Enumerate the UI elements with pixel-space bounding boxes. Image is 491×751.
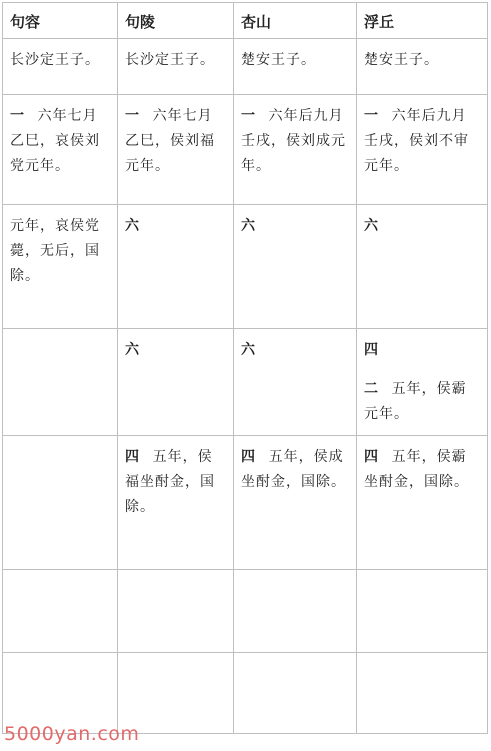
cell-entry [364, 214, 481, 239]
table-row [3, 205, 488, 329]
cell-fuqiu [357, 570, 488, 653]
entry-text: 五年，侯成坐酎金，国除。 [241, 449, 346, 490]
year-count: 六 [241, 218, 256, 234]
cell-xingshan [234, 329, 357, 436]
table-row [3, 570, 488, 653]
year-count: 六 [125, 342, 140, 358]
entry-text: 五年，侯福坐酎金，国除。 [125, 449, 215, 515]
cell-fuqiu [357, 39, 488, 95]
header-fuqiu: 浮丘 [357, 3, 488, 39]
cell-juling [118, 436, 234, 570]
cell-juling [118, 570, 234, 653]
cell-entry [364, 445, 481, 495]
cell-entry [364, 104, 481, 179]
cell-juxing [3, 39, 118, 95]
cell-fuqiu [357, 329, 488, 436]
cell-juling [118, 95, 234, 205]
year-count: 四 [125, 449, 140, 465]
cell-xingshan [234, 436, 357, 570]
year-count: 二 [364, 381, 379, 397]
table-row [3, 653, 488, 734]
cell-entry [364, 338, 481, 363]
year-count: 四 [364, 449, 379, 465]
year-count: 一 [241, 108, 256, 124]
cell-fuqiu [357, 436, 488, 570]
cell-entry [10, 214, 111, 289]
header-juxing: 句容 [3, 3, 118, 39]
cell-entry [241, 48, 350, 73]
cell-entry [241, 445, 350, 495]
cell-entry [241, 104, 350, 179]
entry-text: 六年后九月壬戌，侯刘成元年。 [241, 108, 346, 174]
year-count: 一 [10, 108, 25, 124]
cell-xingshan [234, 653, 357, 734]
cell-fuqiu [357, 653, 488, 734]
year-count: 一 [364, 108, 379, 124]
entry-text: 长沙定王子。 [10, 52, 100, 68]
entry-text: 五年，侯霸元年。 [364, 381, 467, 422]
entry-text: 五年，侯霸坐酎金，国除。 [364, 449, 469, 490]
cell-entry [125, 214, 227, 239]
cell-entry [10, 104, 111, 179]
entry-text: 六年后九月壬戌，侯刘不审元年。 [364, 108, 469, 174]
table-row [3, 95, 488, 205]
year-count: 一 [125, 108, 140, 124]
header-xingshan: 杏山 [234, 3, 357, 39]
cell-juxing [3, 570, 118, 653]
chronology-table [2, 2, 488, 734]
entry-text: 元年，哀侯党薨，无后，国除。 [10, 218, 100, 284]
year-count: 四 [364, 342, 379, 358]
cell-xingshan [234, 570, 357, 653]
entry-text: 楚安王子。 [364, 52, 439, 68]
entry-text: 六年七月乙巳，侯刘福元年。 [125, 108, 215, 174]
cell-juxing [3, 329, 118, 436]
year-count: 六 [241, 342, 256, 358]
cell-entry [10, 48, 111, 73]
year-count: 四 [241, 449, 256, 465]
cell-xingshan [234, 95, 357, 205]
year-count: 六 [125, 218, 140, 234]
entry-text: 长沙定王子。 [125, 52, 215, 68]
cell-juling [118, 39, 234, 95]
cell-entry [125, 445, 227, 520]
cell-entry [125, 48, 227, 73]
table-row [3, 39, 488, 95]
cell-entry [241, 214, 350, 239]
header-row [3, 3, 488, 39]
cell-fuqiu [357, 205, 488, 329]
header-juling: 句陵 [118, 3, 234, 39]
cell-juxing [3, 653, 118, 734]
table-row [3, 329, 488, 436]
cell-entry [241, 338, 350, 363]
cell-juxing [3, 205, 118, 329]
cell-juxing [3, 436, 118, 570]
table-body [3, 39, 488, 734]
cell-juxing [3, 95, 118, 205]
entry-text: 楚安王子。 [241, 52, 316, 68]
cell-entry [364, 48, 481, 73]
cell-fuqiu [357, 95, 488, 205]
cell-juling [118, 653, 234, 734]
cell-xingshan [234, 39, 357, 95]
year-count: 六 [364, 218, 379, 234]
cell-xingshan [234, 205, 357, 329]
cell-entry [125, 104, 227, 179]
cell-juling [118, 329, 234, 436]
table-row [3, 436, 488, 570]
cell-entry [125, 338, 227, 363]
cell-juling [118, 205, 234, 329]
cell-entry [364, 377, 481, 427]
watermark: 5000yan.com [4, 723, 140, 745]
entry-text: 六年七月乙巳，哀侯刘党元年。 [10, 108, 100, 174]
